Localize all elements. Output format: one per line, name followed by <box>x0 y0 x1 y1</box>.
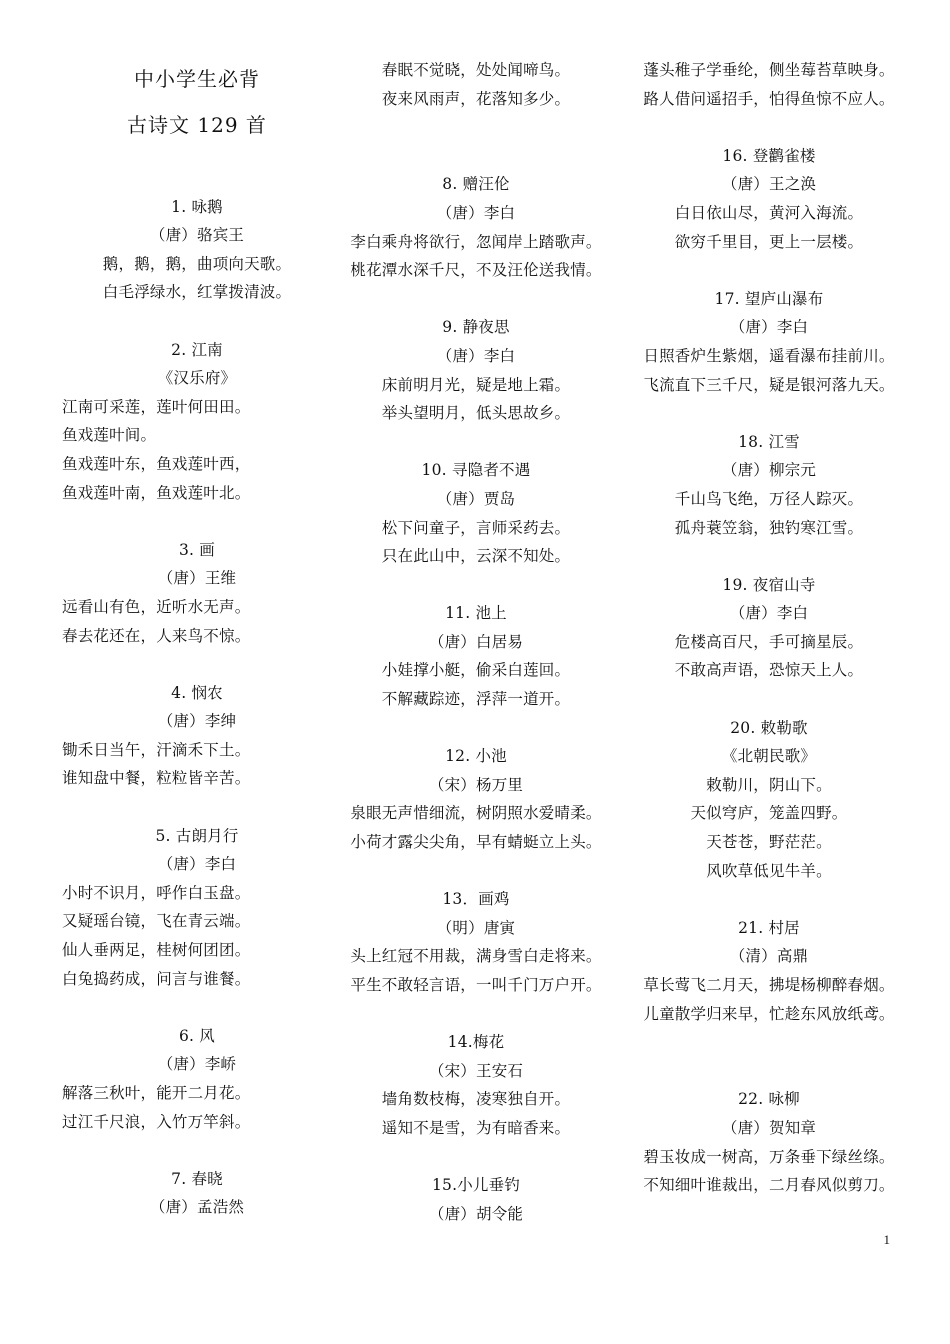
poem-line: 13．画鸡 <box>442 890 510 909</box>
poem-line: 遥知不是雪，为有暗香来。 <box>381 1118 571 1137</box>
blank-line <box>626 685 912 714</box>
blank-line <box>336 714 616 743</box>
poem-line: 墙角数枝梅，凌寒独自开。 <box>381 1090 571 1109</box>
poem-line: 春去花还在，人来鸟不惊。 <box>62 626 251 645</box>
poem-line: 鱼戏莲叶东，鱼戏莲叶西， <box>62 454 251 473</box>
blank-line <box>626 256 912 285</box>
page-number: 1 <box>883 1232 890 1247</box>
poem-line: （唐）李白 <box>436 346 516 365</box>
poem-line: 危楼高百尺，手可摘星辰。 <box>674 632 864 651</box>
poem-line: （唐）骆宾王 <box>149 226 245 245</box>
poem-line: 欲穷千里目，更上一层楼。 <box>674 232 864 251</box>
poem-line: 日照香炉生紫烟，遥看瀑布挂前川。 <box>643 346 895 365</box>
blank-line <box>626 542 912 571</box>
poem-line: （唐）贺知章 <box>721 1118 817 1137</box>
poem-line: 儿童散学归来早，忙趁东风放纸鸢。 <box>643 1004 895 1023</box>
poem-line: 举头望明月，低头思故乡。 <box>381 404 571 423</box>
poem-line: 路人借问遥招手，怕得鱼惊不应人。 <box>643 89 895 108</box>
poem-line: （唐）李白 <box>436 203 516 222</box>
poem-line: 锄禾日当午，汗滴禾下土。 <box>62 740 251 759</box>
poem-line: 远看山有色，近听水无声。 <box>62 597 251 616</box>
blank-line <box>336 142 616 171</box>
blank-line <box>336 285 616 314</box>
poem-line: 床前明月光，疑是地上霜。 <box>381 375 571 394</box>
poem-line: 泉眼无声惜细流，树阴照水爱晴柔。 <box>350 804 602 823</box>
poem-line: 风吹草低见牛羊。 <box>706 861 832 880</box>
poem-line: 鱼戏莲叶南，鱼戏莲叶北。 <box>62 483 251 502</box>
poem-line: 小娃撑小艇，偷采白莲回。 <box>381 661 571 680</box>
poem-line: 桃花潭水深千尺，不及汪伦送我情。 <box>350 261 602 280</box>
poem-line: 蓬头稚子学垂纶，侧坐莓苔草映身。 <box>643 61 895 79</box>
column-2 <box>336 56 616 1228</box>
poem-line: 解落三秋叶，能开二月花。 <box>62 1084 251 1102</box>
poem-line: 又疑瑶台镜，飞在青云端。 <box>62 912 251 931</box>
poem-line: 小荷才露尖尖角，早有蜻蜓立上头。 <box>350 833 602 852</box>
poem-line: 天似穹庐，笼盖四野。 <box>690 804 848 823</box>
poem-line: 2. 江南 <box>171 340 223 359</box>
blank-line <box>62 993 332 1022</box>
poem-line: （唐）王之涣 <box>721 175 817 194</box>
poem-line: （宋）王安石 <box>428 1061 524 1080</box>
document-subtitle: 古诗文 129 首 <box>127 113 267 137</box>
poem-line: 谁知盘中餐，粒粒皆辛苦。 <box>62 769 251 788</box>
poem-line: 春眠不觉晓，处处闻啼鸟。 <box>381 61 571 79</box>
poem-line: 鹅，鹅，鹅，曲项向天歌。 <box>102 254 292 273</box>
poem-line: （宋）杨万里 <box>428 775 524 794</box>
column-3-lines <box>626 56 912 1200</box>
poem-line: 白毛浮绿水，红掌拨清波。 <box>102 283 292 302</box>
poem-line: 飞流直下三千尺，疑是银河落九天。 <box>643 375 895 394</box>
poem-line: 15.小儿垂钓 <box>431 1176 521 1195</box>
poem-line: 8. 赠汪伦 <box>442 175 510 194</box>
poem-line: 12. 小池 <box>445 747 507 766</box>
blank-line <box>626 1028 912 1057</box>
poem-line: （唐）王维 <box>157 569 237 588</box>
poem-line: 鱼戏莲叶间。 <box>62 426 157 445</box>
poem-line: 夜来风雨声，花落知多少。 <box>381 89 571 108</box>
poem-line: 16. 登鹳雀楼 <box>722 146 816 165</box>
blank-line <box>62 650 332 679</box>
poem-line: 《汉乐府》 <box>157 369 237 388</box>
poem-line: （唐）李峤 <box>157 1055 237 1074</box>
poem-line: （唐）李绅 <box>157 712 237 731</box>
poem-line: 白兔捣药成，问言与谁餐。 <box>62 969 251 988</box>
poem-line: （清）高鼎 <box>729 947 809 966</box>
blank-line <box>336 857 616 886</box>
blank-line <box>626 399 912 428</box>
poem-line: （明）唐寅 <box>436 918 516 937</box>
blank-line <box>336 571 616 600</box>
poem-line: 过江千尺浪，入竹万竿斜。 <box>62 1112 251 1131</box>
poem-line: （唐）李白 <box>729 604 809 623</box>
blank-line <box>336 1000 616 1029</box>
poem-line: 5. 古朗月行 <box>155 826 239 845</box>
poem-line: 头上红冠不用裁，满身雪白走将来。 <box>350 947 602 966</box>
poem-line: 仙人垂两足，桂树何团团。 <box>62 941 251 960</box>
poem-line: 碧玉妆成一树高，万条垂下绿丝绦。 <box>643 1147 895 1166</box>
poem-line: 19. 夜宿山寺 <box>722 575 816 594</box>
poem-line: 21. 村居 <box>738 918 800 937</box>
column-3 <box>626 56 912 1200</box>
poem-line: （唐）柳宗元 <box>721 461 817 480</box>
poem-line: 10. 寻隐者不遇 <box>421 461 531 480</box>
poem-line: （唐）白居易 <box>428 632 524 651</box>
poem-line: 天苍苍，野茫茫。 <box>706 833 832 852</box>
poem-line: 不解藏踪迹，浮萍一道开。 <box>381 690 571 709</box>
poem-line: 江南可采莲，莲叶何田田。 <box>62 397 251 416</box>
poem-line: 《北朝民歌》 <box>721 747 817 766</box>
poem-line: 18. 江雪 <box>738 432 800 451</box>
poem-line: 白日依山尽，黄河入海流。 <box>674 203 864 222</box>
blank-line <box>62 793 332 822</box>
blank-line <box>336 113 616 142</box>
poem-line: 14.梅花 <box>447 1033 505 1052</box>
blank-line <box>336 1143 616 1172</box>
poem-line: 不知细叶谁裁出，二月春风似剪刀。 <box>643 1176 895 1195</box>
poem-line: 9. 静夜思 <box>442 318 510 337</box>
blank-line <box>62 1136 332 1165</box>
poem-line: 11. 池上 <box>445 604 507 623</box>
poem-line: （唐）胡令能 <box>428 1204 524 1223</box>
poem-line: （唐）孟浩然 <box>149 1198 245 1217</box>
blank-line <box>626 885 912 914</box>
poem-line: 3. 画 <box>178 540 216 559</box>
poem-line: 孤舟蓑笠翁，独钓寒江雪。 <box>674 518 864 537</box>
spacer <box>62 148 332 164</box>
blank-line <box>626 1057 912 1086</box>
poem-line: 20. 敕勒歌 <box>730 718 808 737</box>
poem-line: 千山鸟飞绝，万径人踪灭。 <box>674 489 864 508</box>
poem-line: 李白乘舟将欲行，忽闻岸上踏歌声。 <box>350 232 602 251</box>
poem-line: 17. 望庐山瀑布 <box>714 289 824 308</box>
blank-line <box>62 507 332 536</box>
poem-line: 只在此山中，云深不知处。 <box>381 547 571 566</box>
poem-line: （唐）李白 <box>729 318 809 337</box>
blank-line <box>62 307 332 336</box>
poem-line: （唐）贾岛 <box>436 489 516 508</box>
poem-line: （唐）李白 <box>157 855 237 874</box>
blank-line <box>62 164 332 193</box>
poem-line: 草长莺飞二月天，拂堤杨柳醉春烟。 <box>643 976 895 994</box>
poem-line: 不敢高声语，恐惊天上人。 <box>674 661 864 680</box>
document-title: 中小学生必背 <box>134 67 260 91</box>
poem-line: 敕勒川，阴山下。 <box>706 775 832 794</box>
blank-line <box>336 428 616 457</box>
column-2-lines <box>336 56 616 1228</box>
poem-line: 6. 风 <box>178 1026 216 1045</box>
column-1 <box>62 56 332 1222</box>
poem-line: 4. 悯农 <box>171 683 223 702</box>
poem-line: 松下问童子，言师采药去。 <box>381 518 571 537</box>
poem-line: 7. 春晓 <box>171 1169 223 1188</box>
column-1-lines <box>62 164 332 1222</box>
blank-line <box>626 113 912 142</box>
poem-line: 22. 咏柳 <box>738 1090 800 1109</box>
poem-line: 平生不敢轻言语，一叫千门万户开。 <box>350 976 602 994</box>
poem-line: 1. 咏鹅 <box>171 197 223 216</box>
poem-line: 小时不识月，呼作白玉盘。 <box>62 883 251 902</box>
